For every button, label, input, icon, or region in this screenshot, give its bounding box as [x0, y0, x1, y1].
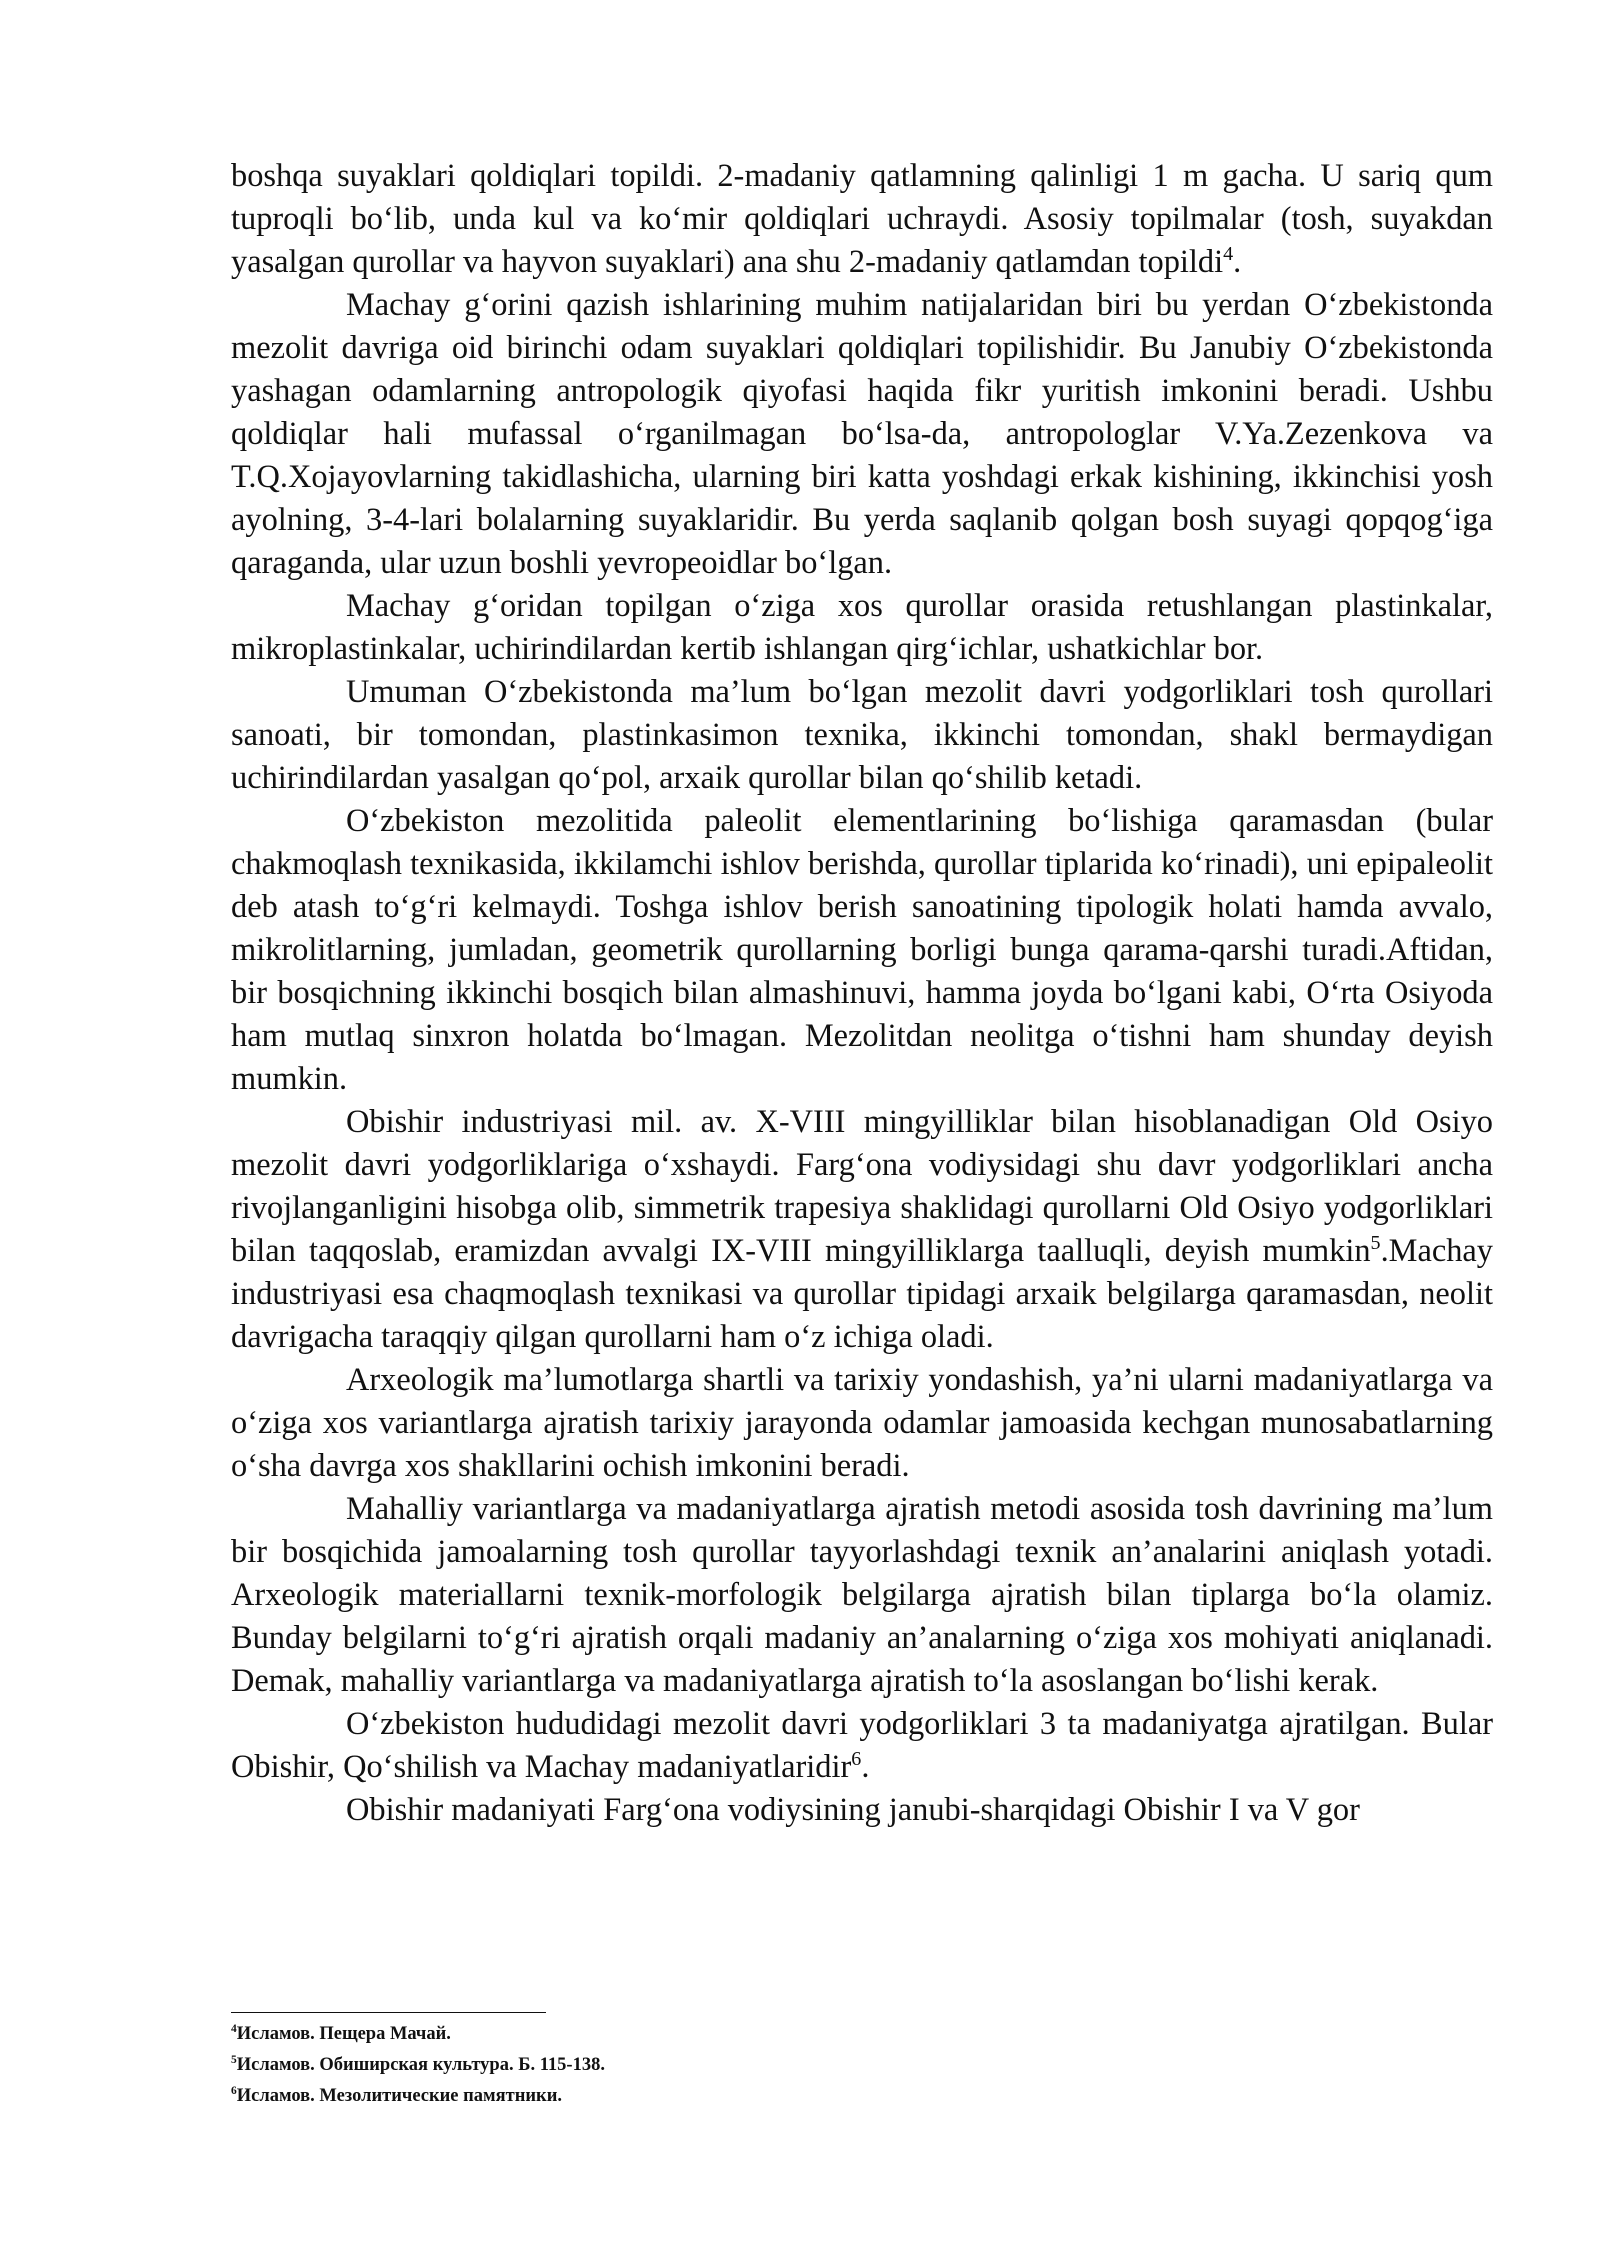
footnote-item: [231, 2081, 1493, 2112]
footnote-text: Исламов. Мезолитические памятники.: [236, 2086, 563, 2106]
footnote-item: [231, 2019, 1493, 2050]
paragraph-3: [231, 585, 1493, 671]
paragraph-text: Obishir madaniyati Farg‘ona vodiysining janubi-sharqidagi Obishir I va V gor: [346, 1792, 1360, 1828]
paragraph-10: [231, 1789, 1493, 1832]
paragraph-7: [231, 1359, 1493, 1488]
footnote-reference[interactable]: 4: [1223, 243, 1234, 266]
document-body: [231, 155, 1493, 1832]
paragraph-text: .: [1233, 244, 1242, 280]
paragraph-4: [231, 671, 1493, 800]
paragraph-9: [231, 1703, 1493, 1789]
footnote-reference[interactable]: 6: [851, 1748, 862, 1771]
footnote-mark: 4: [231, 2022, 237, 2035]
footnote-mark: 5: [231, 2053, 237, 2066]
paragraph-text: Machay g‘orini qazish ishlarining muhim natijalaridan biri bu yerdan O‘zbekistonda mezolit davriga oid birinchi odam suyaklari qoldiqlari topilishidir. Bu Janubiy O‘zbekistonda yashagan odamlarning antropologik qiyofasi haqida fikr yuritish imkonini beradi. Ushbu qoldiqlar hali mufassal o‘rganilmagan bo‘lsa-da, antropologlar V.Ya.Zezenkova va T.Q.Xojayovlarning takidlashicha, ularning biri katta yoshdagi erkak kishining, ikkinchisi yosh ayolning, 3-4-lari bolalarning suyaklaridir. Bu yerda saqlanib qolgan bosh suyagi qopqog‘iga qaraganda, ular uzun boshli yevropeoidlar bo‘lgan.: [231, 287, 1493, 581]
paragraph-text: O‘zbekiston mezolitida paleolit elementlarining bo‘lishiga qaramasdan (bular chakmoqlash texnikasida, ikkilamchi ishlov berishda, qurollar tiplarida ko‘rinadi), uni epipaleolit deb atash to‘g‘ri kelmaydi. Toshga ishlov berish sanoatining tipologik holati hamda avvalo, mikrolitlarning, jumladan, geometrik qurollarning borligi bunga qarama-qarshi turadi.Aftidan, bir bosqichning ikkinchi bosqich bilan almashinuvi, hamma joyda bo‘lgani kabi, O‘rta Osiyoda ham mutlaq sinxron holatda bo‘lmagan. Mezolitdan neolitga o‘tishni ham shunday deyish mumkin.: [231, 803, 1493, 1097]
paragraph-2: [231, 284, 1493, 585]
paragraph-text: .Machay industriyasi esa chaqmoqlash texnikasi va qurollar tipidagi arxaik belgilarga qaramasdan, neolit davrigacha taraqqiy qilgan qurollarni ham o‘z ichiga oladi.: [231, 1233, 1493, 1355]
footnote-text: Исламов. Пещера Мачай.: [236, 2024, 451, 2044]
paragraph-text: Mahalliy variantlarga va madaniyatlarga ajratish metodi asosida tosh davrining ma’lum bir bosqichida jamoalarning tosh qurollar tayyorlashdagi texnik an’analarini aniqlash yotadi. Arxeologik materiallarni texnik-morfologik belgilarga ajratish bilan tiplarga bo‘la olamiz. Bunday belgilarni to‘g‘ri ajratish orqali madaniy an’analarning o‘ziga xos mohiyati aniqlanadi. Demak, mahalliy variantlarga va madaniyatlarga ajratish to‘la asoslangan bo‘lishi kerak.: [231, 1491, 1493, 1699]
paragraph-text: boshqa suyaklari qoldiqlari topildi. 2-madaniy qatlamning qalinligi 1 m gacha. U sariq qum tuproqli bo‘lib, unda kul va ko‘mir qoldiqlari uchraydi. Asosiy topilmalar (tosh, suyakdan yasalgan qurollar va hayvon suyaklari) ana shu 2-madaniy qatlamdan topildi: [231, 158, 1493, 280]
paragraph-text: Obishir industriyasi mil. av. X-VIII mingyilliklar bilan hisoblanadigan Old Osiyo mezolit davri yodgorliklariga o‘xshaydi. Farg‘ona vodiysidagi shu davr yodgorliklari ancha rivojlanganligini hisobga olib, simmetrik trapesiya shaklidagi qurollarni Old Osiyo yodgorliklari bilan taqqoslab, eramizdan avvalgi IX-VIII mingyilliklarga taalluqli, deyish mumkin: [231, 1104, 1493, 1269]
paragraph-text: Umuman O‘zbekistonda ma’lum bo‘lgan mezolit davri yodgorliklari tosh qurollari sanoati, bir tomondan, plastinkasimon texnika, ikkinchi tomondan, shakl bermaydigan uchirindilardan yasalgan qo‘pol, arxaik qurollar bilan qo‘shilib ketadi.: [231, 674, 1493, 796]
footnote-mark: 6: [231, 2084, 237, 2097]
paragraph-text: Arxeologik ma’lumotlarga shartli va tarixiy yondashish, ya’ni ularni madaniyatlarga va o‘ziga xos variantlarga ajratish tarixiy jarayonda odamlar jamoasida kechgan munosabatlarning o‘sha davrga xos shakllarini ochish imkonini beradi.: [231, 1362, 1493, 1484]
footnotes-section: [231, 2012, 1493, 2112]
paragraph-text: Machay g‘oridan topilgan o‘ziga xos qurollar orasida retushlangan plastinkalar, mikroplastinkalar, uchirindilardan kertib ishlangan qirg‘ichlar, ushatkichlar bor.: [231, 588, 1493, 667]
footnote-list: [231, 2019, 1493, 2112]
paragraph-text: .: [861, 1749, 870, 1785]
paragraph-1: [231, 155, 1493, 284]
paragraph-text: O‘zbekiston hududidagi mezolit davri yodgorliklari 3 ta madaniyatga ajratilgan. Bular Obishir, Qo‘shilish va Machay madaniyatlaridir: [231, 1706, 1493, 1785]
paragraph-8: [231, 1488, 1493, 1703]
paragraph-6: [231, 1101, 1493, 1359]
footnote-reference[interactable]: 5: [1370, 1232, 1381, 1255]
paragraph-5: [231, 800, 1493, 1101]
footnote-divider: [231, 2012, 546, 2013]
footnote-item: [231, 2050, 1493, 2081]
footnote-text: Исламов. Обиширская культура. Б. 115-138.: [236, 2055, 605, 2075]
